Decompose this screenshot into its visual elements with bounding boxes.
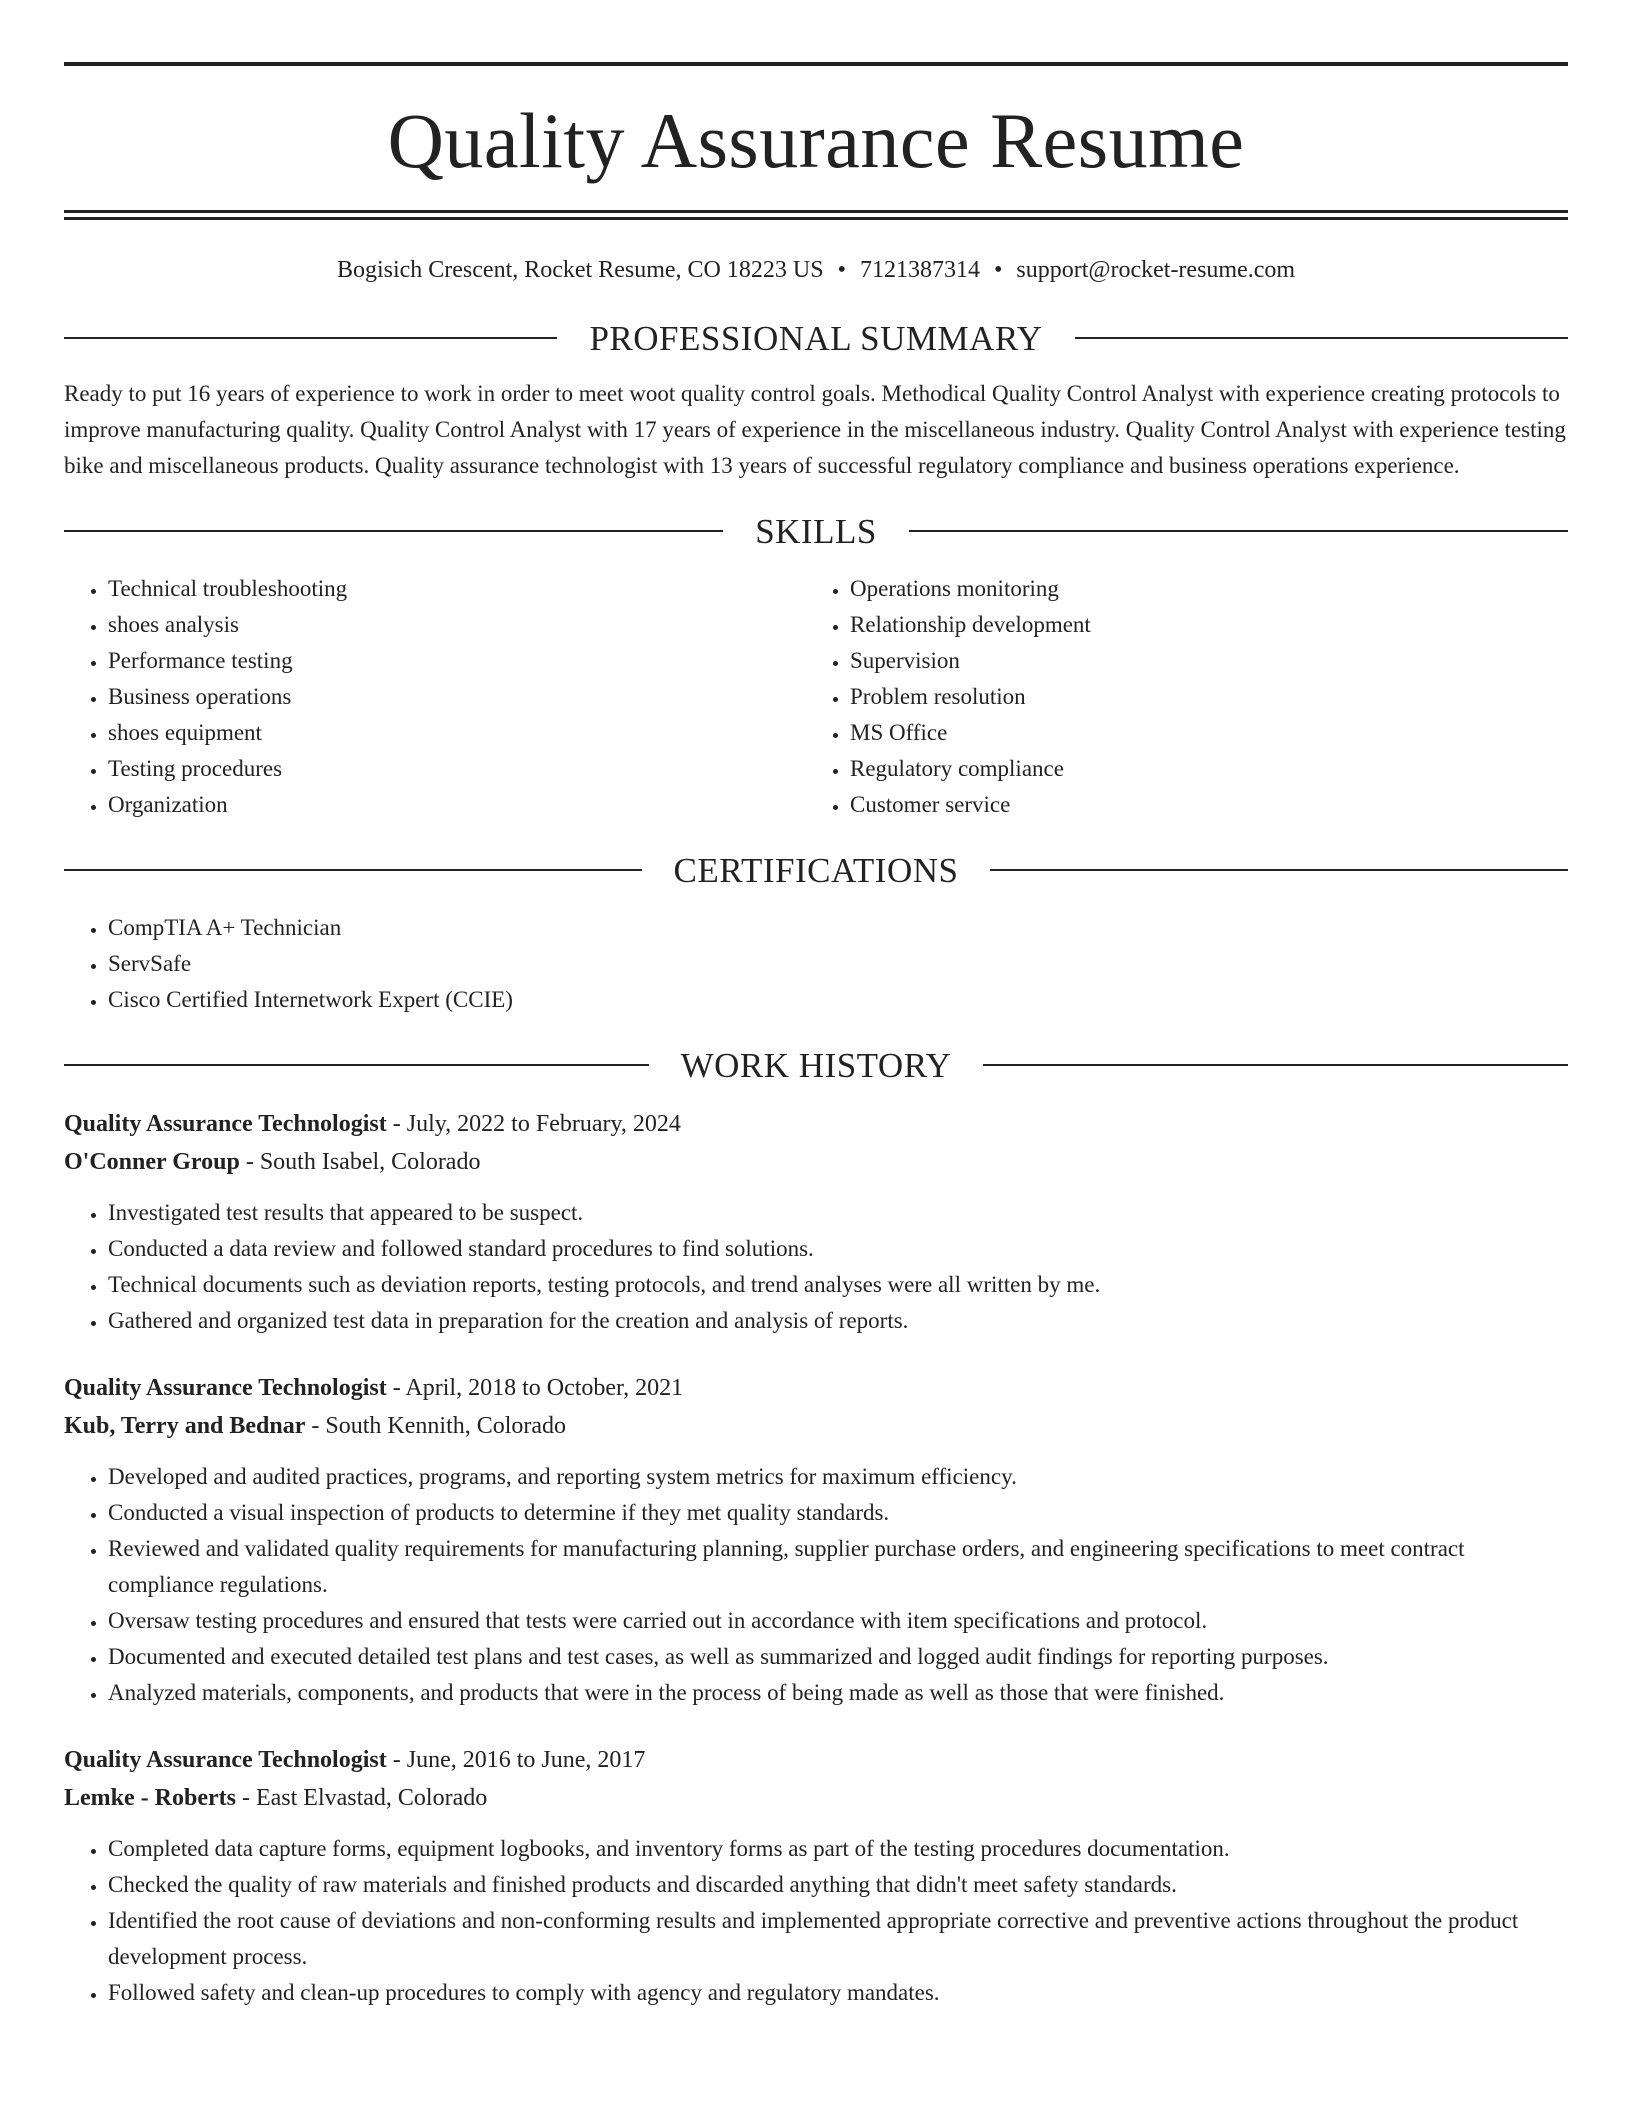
job-entry [64, 1369, 1568, 1711]
certifications-heading-label: CERTIFICATIONS [673, 850, 959, 890]
job-bullet: • Developed and audited practices, programs, and reporting system metrics for maximum efficiency. [108, 1459, 1568, 1495]
skills-heading [64, 511, 1568, 551]
work-history-heading-label: WORK HISTORY [680, 1045, 952, 1085]
job-entry [64, 1105, 1568, 1339]
skill-item: • Supervision [850, 643, 1548, 679]
heading-rule-left [64, 530, 723, 532]
contact-separator: • [993, 257, 1003, 283]
certification-item: • CompTIA A+ Technician [108, 910, 1568, 946]
heading-rule-right [909, 530, 1568, 532]
job-bullet: • Conducted a data review and followed standard procedures to find solutions. [108, 1231, 1568, 1267]
job-title: Quality Assurance Technologist [64, 1374, 387, 1401]
heading-rule-right [983, 1064, 1568, 1066]
skill-item: • Organization [108, 787, 806, 823]
contact-phone: 7121387314 [859, 257, 980, 283]
resume-page [64, 0, 1568, 2011]
job-bullets [64, 1195, 1568, 1339]
job-bullet: • Analyzed materials, components, and products that were in the process of being made as well as those that were finished. [108, 1675, 1568, 1711]
job-dates: - June, 2016 to June, 2017 [386, 1746, 646, 1773]
job-company: O'Conner Group [64, 1148, 240, 1175]
job-bullet: • Investigated test results that appeared to be suspect. [108, 1195, 1568, 1231]
job-bullet: • Completed data capture forms, equipment logbooks, and inventory forms as part of the testing procedures documentation. [108, 1831, 1568, 1867]
title-double-rule [64, 210, 1568, 220]
summary-heading-label: PROFESSIONAL SUMMARY [589, 318, 1043, 358]
heading-rule-left [64, 337, 557, 339]
contact-separator: • [837, 257, 846, 283]
job-title: Quality Assurance Technologist [64, 1110, 387, 1137]
skill-item: • Testing procedures [108, 751, 806, 787]
heading-rule-right [990, 869, 1568, 871]
job-company: Lemke - Roberts [64, 1784, 236, 1811]
top-rule [64, 62, 1568, 66]
heading-rule-left [64, 1064, 649, 1066]
certification-item: • Cisco Certified Internetwork Expert (CCIE) [108, 982, 1568, 1018]
summary-heading [64, 318, 1568, 358]
job-bullet: • Technical documents such as deviation reports, testing protocols, and trend analyses were all written by me. [108, 1267, 1568, 1303]
skills-list [64, 571, 1568, 823]
skill-item: • Technical troubleshooting [108, 571, 806, 607]
heading-rule-left [64, 869, 642, 871]
skill-item: • MS Office [850, 715, 1548, 751]
skill-item: • Problem resolution [850, 679, 1548, 715]
contact-line [64, 256, 1568, 285]
job-title-line [64, 1741, 1568, 1779]
certifications-heading [64, 850, 1568, 890]
job-company-line [64, 1143, 1568, 1181]
skill-item: • shoes analysis [108, 607, 806, 643]
work-history-list [64, 1105, 1568, 2011]
job-location: - South Kennith, Colorado [305, 1412, 567, 1439]
heading-rule-right [1075, 337, 1568, 339]
job-bullet: • Identified the root cause of deviations and non-conforming results and implemented appropriate corrective and preventive actions throughout the product development process. [108, 1903, 1568, 1975]
job-entry [64, 1741, 1568, 2011]
skill-item: • Performance testing [108, 643, 806, 679]
contact-email: support@rocket-resume.com [1016, 257, 1296, 283]
summary-text: Ready to put 16 years of experience to work in order to meet woot quality control goals. Methodical Quality Control Analyst with experience creating protocols to improve manufacturing quality. Quality Control Analyst with 17 years of experience in the miscellaneous industry. Quality Control Analyst with experience testing bike and miscellaneous products. Quality assurance technologist with 13 years of successful regulatory compliance and business operations experience. [64, 380, 1566, 478]
job-title-line [64, 1369, 1568, 1407]
job-location: - East Elvastad, Colorado [235, 1784, 488, 1811]
job-title-line [64, 1105, 1568, 1143]
job-bullet: • Reviewed and validated quality requirements for manufacturing planning, supplier purchase orders, and engineering specifications to meet contract compliance regulations. [108, 1531, 1568, 1603]
job-bullets [64, 1831, 1568, 2011]
job-bullet: • Followed safety and clean-up procedures to comply with agency and regulatory mandates. [108, 1975, 1568, 2011]
resume-title: Quality Assurance Resume [387, 97, 1245, 184]
skill-item: • Operations monitoring [850, 571, 1548, 607]
job-location: - South Isabel, Colorado [239, 1148, 481, 1175]
job-bullet: • Documented and executed detailed test plans and test cases, as well as summarized and logged audit findings for reporting purposes. [108, 1639, 1568, 1675]
job-company-line [64, 1779, 1568, 1817]
job-dates: - July, 2022 to February, 2024 [386, 1110, 681, 1137]
skill-item: • Business operations [108, 679, 806, 715]
skills-heading-label: SKILLS [755, 511, 877, 551]
job-company-line [64, 1407, 1568, 1445]
contact-address: Bogisich Crescent, Rocket Resume, CO 18223 US [336, 257, 824, 283]
job-title: Quality Assurance Technologist [64, 1746, 387, 1773]
skills-column-right [806, 571, 1548, 823]
job-bullets [64, 1459, 1568, 1711]
job-bullet: • Gathered and organized test data in preparation for the creation and analysis of reports. [108, 1303, 1568, 1339]
job-bullet: • Oversaw testing procedures and ensured that tests were carried out in accordance with item specifications and protocol. [108, 1603, 1568, 1639]
job-bullet: • Checked the quality of raw materials and finished products and discarded anything that didn't meet safety standards. [108, 1867, 1568, 1903]
skill-item: • Customer service [850, 787, 1548, 823]
skill-item: • Regulatory compliance [850, 751, 1548, 787]
certifications-list [64, 910, 1568, 1018]
job-company: Kub, Terry and Bednar [64, 1412, 306, 1439]
skill-item: • Relationship development [850, 607, 1548, 643]
certification-item: • ServSafe [108, 946, 1568, 982]
job-dates: - April, 2018 to October, 2021 [386, 1374, 684, 1401]
work-history-heading [64, 1045, 1568, 1085]
skill-item: • shoes equipment [108, 715, 806, 751]
job-bullet: • Conducted a visual inspection of products to determine if they met quality standards. [108, 1495, 1568, 1531]
skills-column-left [64, 571, 806, 823]
